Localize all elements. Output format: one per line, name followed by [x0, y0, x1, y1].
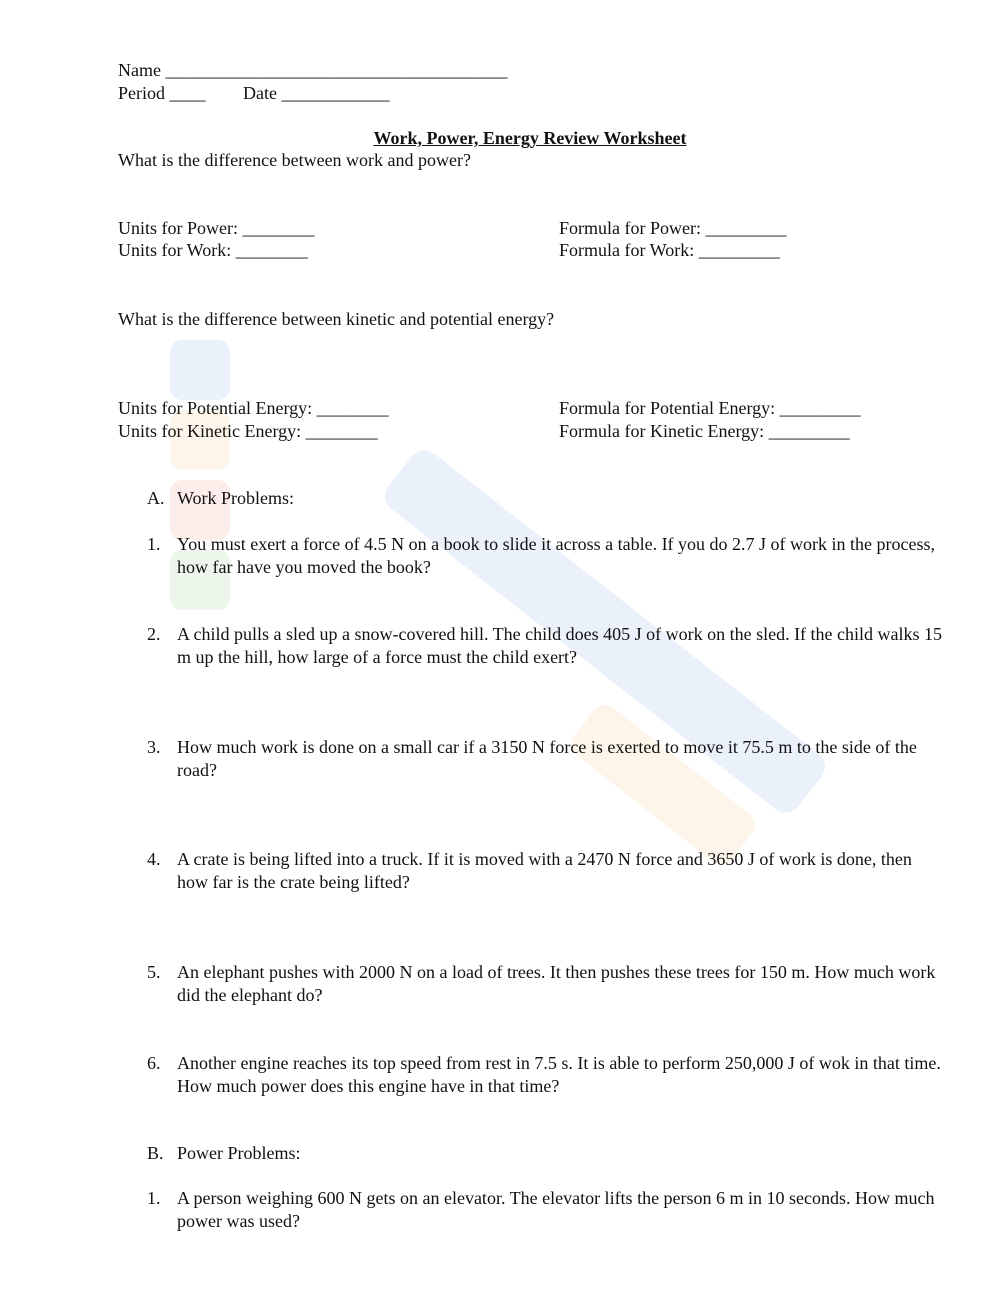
- question-kinetic-potential: What is the difference between kinetic and potential energy?: [118, 309, 555, 329]
- formula-pe-line: Formula for Potential Energy: _________: [559, 398, 861, 418]
- problem-a1-number: 1.: [147, 534, 161, 554]
- problem-a5-text: An elephant pushes with 2000 N on a load of trees. It then pushes these trees for 150 m. How much work did the elephant do?: [177, 962, 936, 1005]
- units-power-line: Units for Power: ________: [118, 218, 315, 238]
- units-work-line: Units for Work: ________: [118, 240, 308, 260]
- formula-work-line: Formula for Work: _________: [559, 240, 780, 260]
- problem-a6-number: 6.: [147, 1053, 161, 1073]
- question-work-power: What is the difference between work and power?: [118, 150, 472, 170]
- section-b-label: B.: [147, 1143, 164, 1163]
- period-field-line: Period ____: [118, 83, 206, 103]
- problem-a4-text: A crate is being lifted into a truck. If it is moved with a 2470 N force and 3650 J of work is done, then how far is the crate being lifted?: [177, 849, 912, 892]
- problem-a2-text: A child pulls a sled up a snow-covered hill. The child does 405 J of work on the sled. If the child walks 15 m up the hill, how large of a force must the child exert?: [177, 624, 943, 667]
- formula-power-line: Formula for Power: _________: [559, 218, 787, 238]
- problem-a2-number: 2.: [147, 624, 161, 644]
- worksheet-title: Work, Power, Energy Review Worksheet: [373, 128, 687, 148]
- date-field-line: Date ____________: [243, 83, 390, 103]
- problem-a1-text: You must exert a force of 4.5 N on a book to slide it across a table. If you do 2.7 J of work in the process, how far have you moved the book?: [177, 534, 936, 577]
- problem-a3-text: How much work is done on a small car if a 3150 N force is exerted to move it 75.5 m to the side of the road?: [177, 737, 917, 780]
- problem-a5-number: 5.: [147, 962, 161, 982]
- problem-b1-text: A person weighing 600 N gets on an elevator. The elevator lifts the person 6 m in 10 seconds. How much power was used?: [177, 1188, 935, 1231]
- name-field-line: Name ______________________________________: [118, 60, 508, 80]
- problem-a6-text: Another engine reaches its top speed from rest in 7.5 s. It is able to perform 250,000 J of wok in that time. How much power does this engine have in that time?: [177, 1053, 941, 1096]
- section-a-title: Work Problems:: [177, 488, 295, 508]
- problem-a3-number: 3.: [147, 737, 161, 757]
- section-a-label: A.: [147, 488, 165, 508]
- section-b-title: Power Problems:: [177, 1143, 301, 1163]
- formula-ke-line: Formula for Kinetic Energy: _________: [559, 421, 850, 441]
- units-ke-line: Units for Kinetic Energy: ________: [118, 421, 378, 441]
- problem-b1-number: 1.: [147, 1188, 161, 1208]
- problem-a4-number: 4.: [147, 849, 161, 869]
- units-pe-line: Units for Potential Energy: ________: [118, 398, 389, 418]
